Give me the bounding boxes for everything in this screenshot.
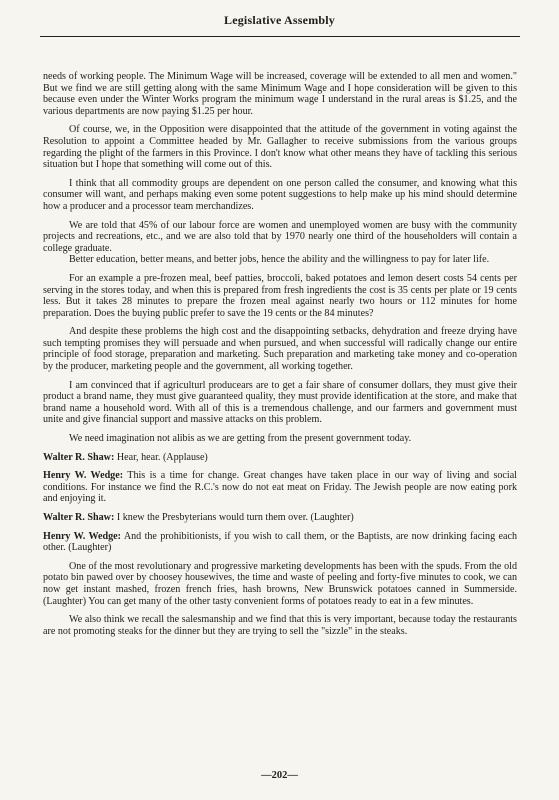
paragraph: I am convinced that if agriculturl producears are to get a fair share of consumer dollars, they must give their product a brand name, they must give guaranteed quality, they must provide identification at the store, and make that brand name a household word. With all of this is a tremendous challenge, and our farmers and government must unite and give financial support and massive attacks on this problem. (43, 379, 517, 426)
paragraph: One of the most revolutionary and progressive marketing developments has been with the spuds. From the old potato bin pawed over by choosey housewives, the time and waste of peeling and forty-five minutes to cook, we can now get instant mashed, frozen french fries, hash browns, New Brunswick potatoes canned in Summerside. (Laughter) You can get many of the other tasty convenient forms of potatoes ready to eat in a few minutes. (43, 560, 517, 607)
speech-exchange (43, 531, 517, 554)
speech-exchange (43, 470, 517, 505)
paragraph: Of course, we, in the Opposition were disappointed that the attitude of the government in voting against the Resolution to appoint a Committee headed by Mr. Gallagher to receive submissions from the various groups regarding the plight of the farmers in this Province. I don't know what other means they have of tackling this serious situation but I hope that something will come out of this. (43, 124, 517, 171)
speech-text: And the prohibitionists, if you wish to call them, or the Baptists, are now drinking facing each other. (Laughter) (43, 530, 517, 554)
page-header: Legislative Assembly (224, 13, 335, 27)
document-body (43, 71, 517, 644)
speaker-name: Henry W. Wedge: (43, 470, 124, 482)
speech-exchange (43, 512, 517, 524)
speaker-name: Walter R. Shaw: (43, 512, 115, 523)
paragraph: And despite these problems the high cost and the disappointing setbacks, dehydration and freeze drying have such tempting promises they will persuade and when pursued, and when successful will radically change our entire principle of food storage, preparation and marketing. Such preparation and marketing take money and co-operation by the producer, marketing people and the government, all working together. (43, 326, 517, 373)
speech-text: This is a time for change. Great changes have taken place in our way of living and social conditions. For instance we find the R.C.'s now do not eat meat on Friday. The Jewish people are now eating pork and enjoying it. (43, 470, 517, 505)
paragraph: For an example a pre-frozen meal, beef patties, broccoli, baked potatoes and lemon desert costs 54 cents per serving in the stores today, and when this is prepared from fresh ingredients the cost is 35 cents per plate or 19 cents less. But it takes 28 minutes to prepare the frozen meal against nearly two hours or 112 minutes for home preparation. Does the buying public prefer to save the 19 cents or the 84 minutes? (43, 272, 517, 319)
paragraph: We need imagination not alibis as we are getting from the present government today. (69, 433, 412, 445)
speech-text: Hear, hear. (Applause) (114, 451, 208, 463)
page-number: —202— (261, 770, 298, 781)
header-rule (40, 36, 520, 37)
speech-exchange (43, 452, 517, 464)
speaker-name: Henry W. Wedge: (43, 530, 122, 542)
paragraph: We also think we recall the salesmanship and we find that this is very important, because today the restaurants are not promoting steaks for the dinner but they are trying to sell the "sizzle" in the steaks. (43, 614, 517, 637)
speech-text: I knew the Presbyterians would turn them over. (Laughter) (114, 512, 354, 523)
paragraph: I think that all commodity groups are dependent on one person called the consumer, and knowing what this consumer will want, and perhaps making even some potent suggestions to help make up his mind should determine how a producer and a processor team merchandizes. (43, 177, 517, 212)
paragraph: We are told that 45% of our labour force are women and unemployed women are busy with the community projects and recreations, etc., and we are also told that by 1970 nearly one third of the householders will contain a college graduate. (43, 219, 517, 254)
paragraph: needs of working people. The Minimum Wage will be increased, coverage will be extended to all men and women." But we find we are still getting along with the same Minimum Wage and I hope consideration will be given to this because even under the Winter Works program the minimum wage I understand in the rural areas is $1.25, and the various departments are now paying $1.25 per hour. (43, 71, 517, 117)
speaker-name: Walter R. Shaw: (43, 451, 115, 463)
paragraph: Better education, better means, and better jobs, hence the ability and the willingness to pay for later life. (69, 254, 490, 266)
